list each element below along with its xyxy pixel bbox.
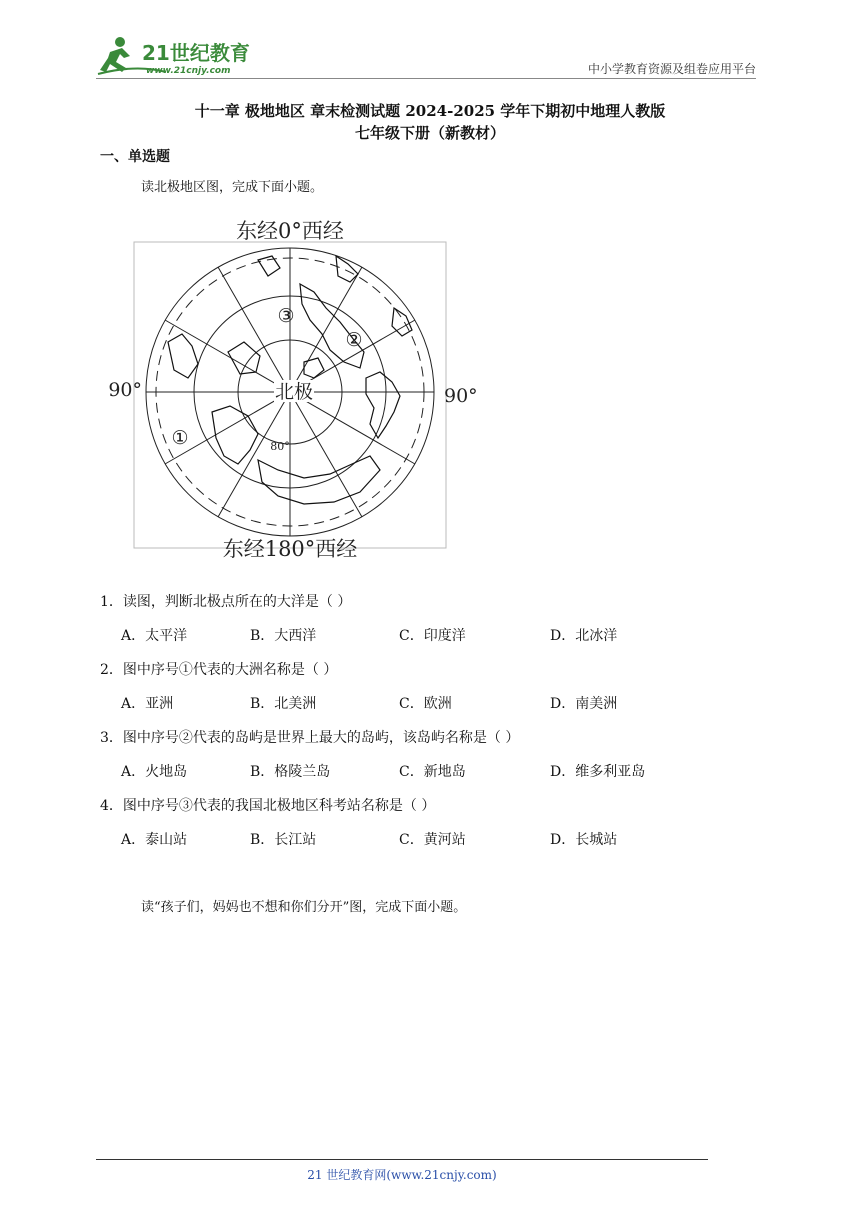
option-a: A．亚洲 [121,696,174,712]
option-d: D．长城站 [550,832,618,848]
option-d: D．北冰洋 [550,628,618,644]
map-marker-2: ② [345,329,363,351]
option-a: A．泰山站 [121,832,188,848]
question-3: 3．图中序号②代表的岛屿是世界上最大的岛屿，该岛屿名称是（ ） [100,730,520,746]
footer-divider [96,1159,708,1160]
question-4-options [121,829,681,849]
option-b: B．长江站 [250,832,317,848]
platform-name: 中小学教育资源及组卷应用平台 [587,62,756,76]
site-logo [96,34,266,78]
map-latitude-label: 80° [270,440,290,453]
map-marker-1: ① [171,427,189,449]
map-left-label: 90° [108,379,142,401]
option-a: A．太平洋 [121,628,188,644]
title-line-2: 七年级下册（新教材） [354,124,505,142]
option-b: B．格陵兰岛 [250,764,331,780]
option-b: B．大西洋 [250,628,317,644]
map-right-label: 90° [444,385,478,407]
question-4: 4．图中序号③代表的我国北极地区科考站名称是（ ） [100,798,436,814]
option-c: C．黄河站 [399,832,466,848]
question-1-options [121,625,681,645]
map-bottom-label: 东经180°西经 [222,537,358,561]
map-top-label: 东经0°西经 [236,219,344,243]
option-a: A．火地岛 [121,764,188,780]
footer-link[interactable]: 21 世纪教育网(www.21cnjy.com) [307,1168,497,1182]
intro-text-2: 读“孩子们，妈妈也不想和你们分开”图，完成下面小题。 [141,900,467,915]
logo-text: 21世纪教育 [142,41,250,65]
arctic-map [108,212,488,564]
question-1: 1．读图，判断北极点所在的大洋是（ ） [100,594,352,610]
question-2: 2．图中序号①代表的大洲名称是（ ） [100,662,338,678]
option-b: B．北美洲 [250,696,317,712]
title-line-1: 十一章 极地地区 章末检测试题 2024-2025 学年下期初中地理人教版 [194,102,666,120]
option-d: D．维多利亚岛 [550,764,646,780]
option-c: C．欧洲 [399,696,452,712]
option-c: C．印度洋 [399,628,466,644]
map-marker-3: ③ [277,305,295,327]
intro-text-1: 读北极地区图，完成下面小题。 [141,180,324,195]
question-3-options [121,761,681,781]
section-heading: 一、单选题 [100,149,170,165]
option-c: C．新地岛 [399,764,466,780]
question-2-options [121,693,681,713]
logo-url: www.21cnjy.com [146,66,231,76]
document-title [100,100,760,144]
header-divider [96,78,756,79]
map-center-label: 北极 [274,381,314,403]
option-d: D．南美洲 [550,696,618,712]
